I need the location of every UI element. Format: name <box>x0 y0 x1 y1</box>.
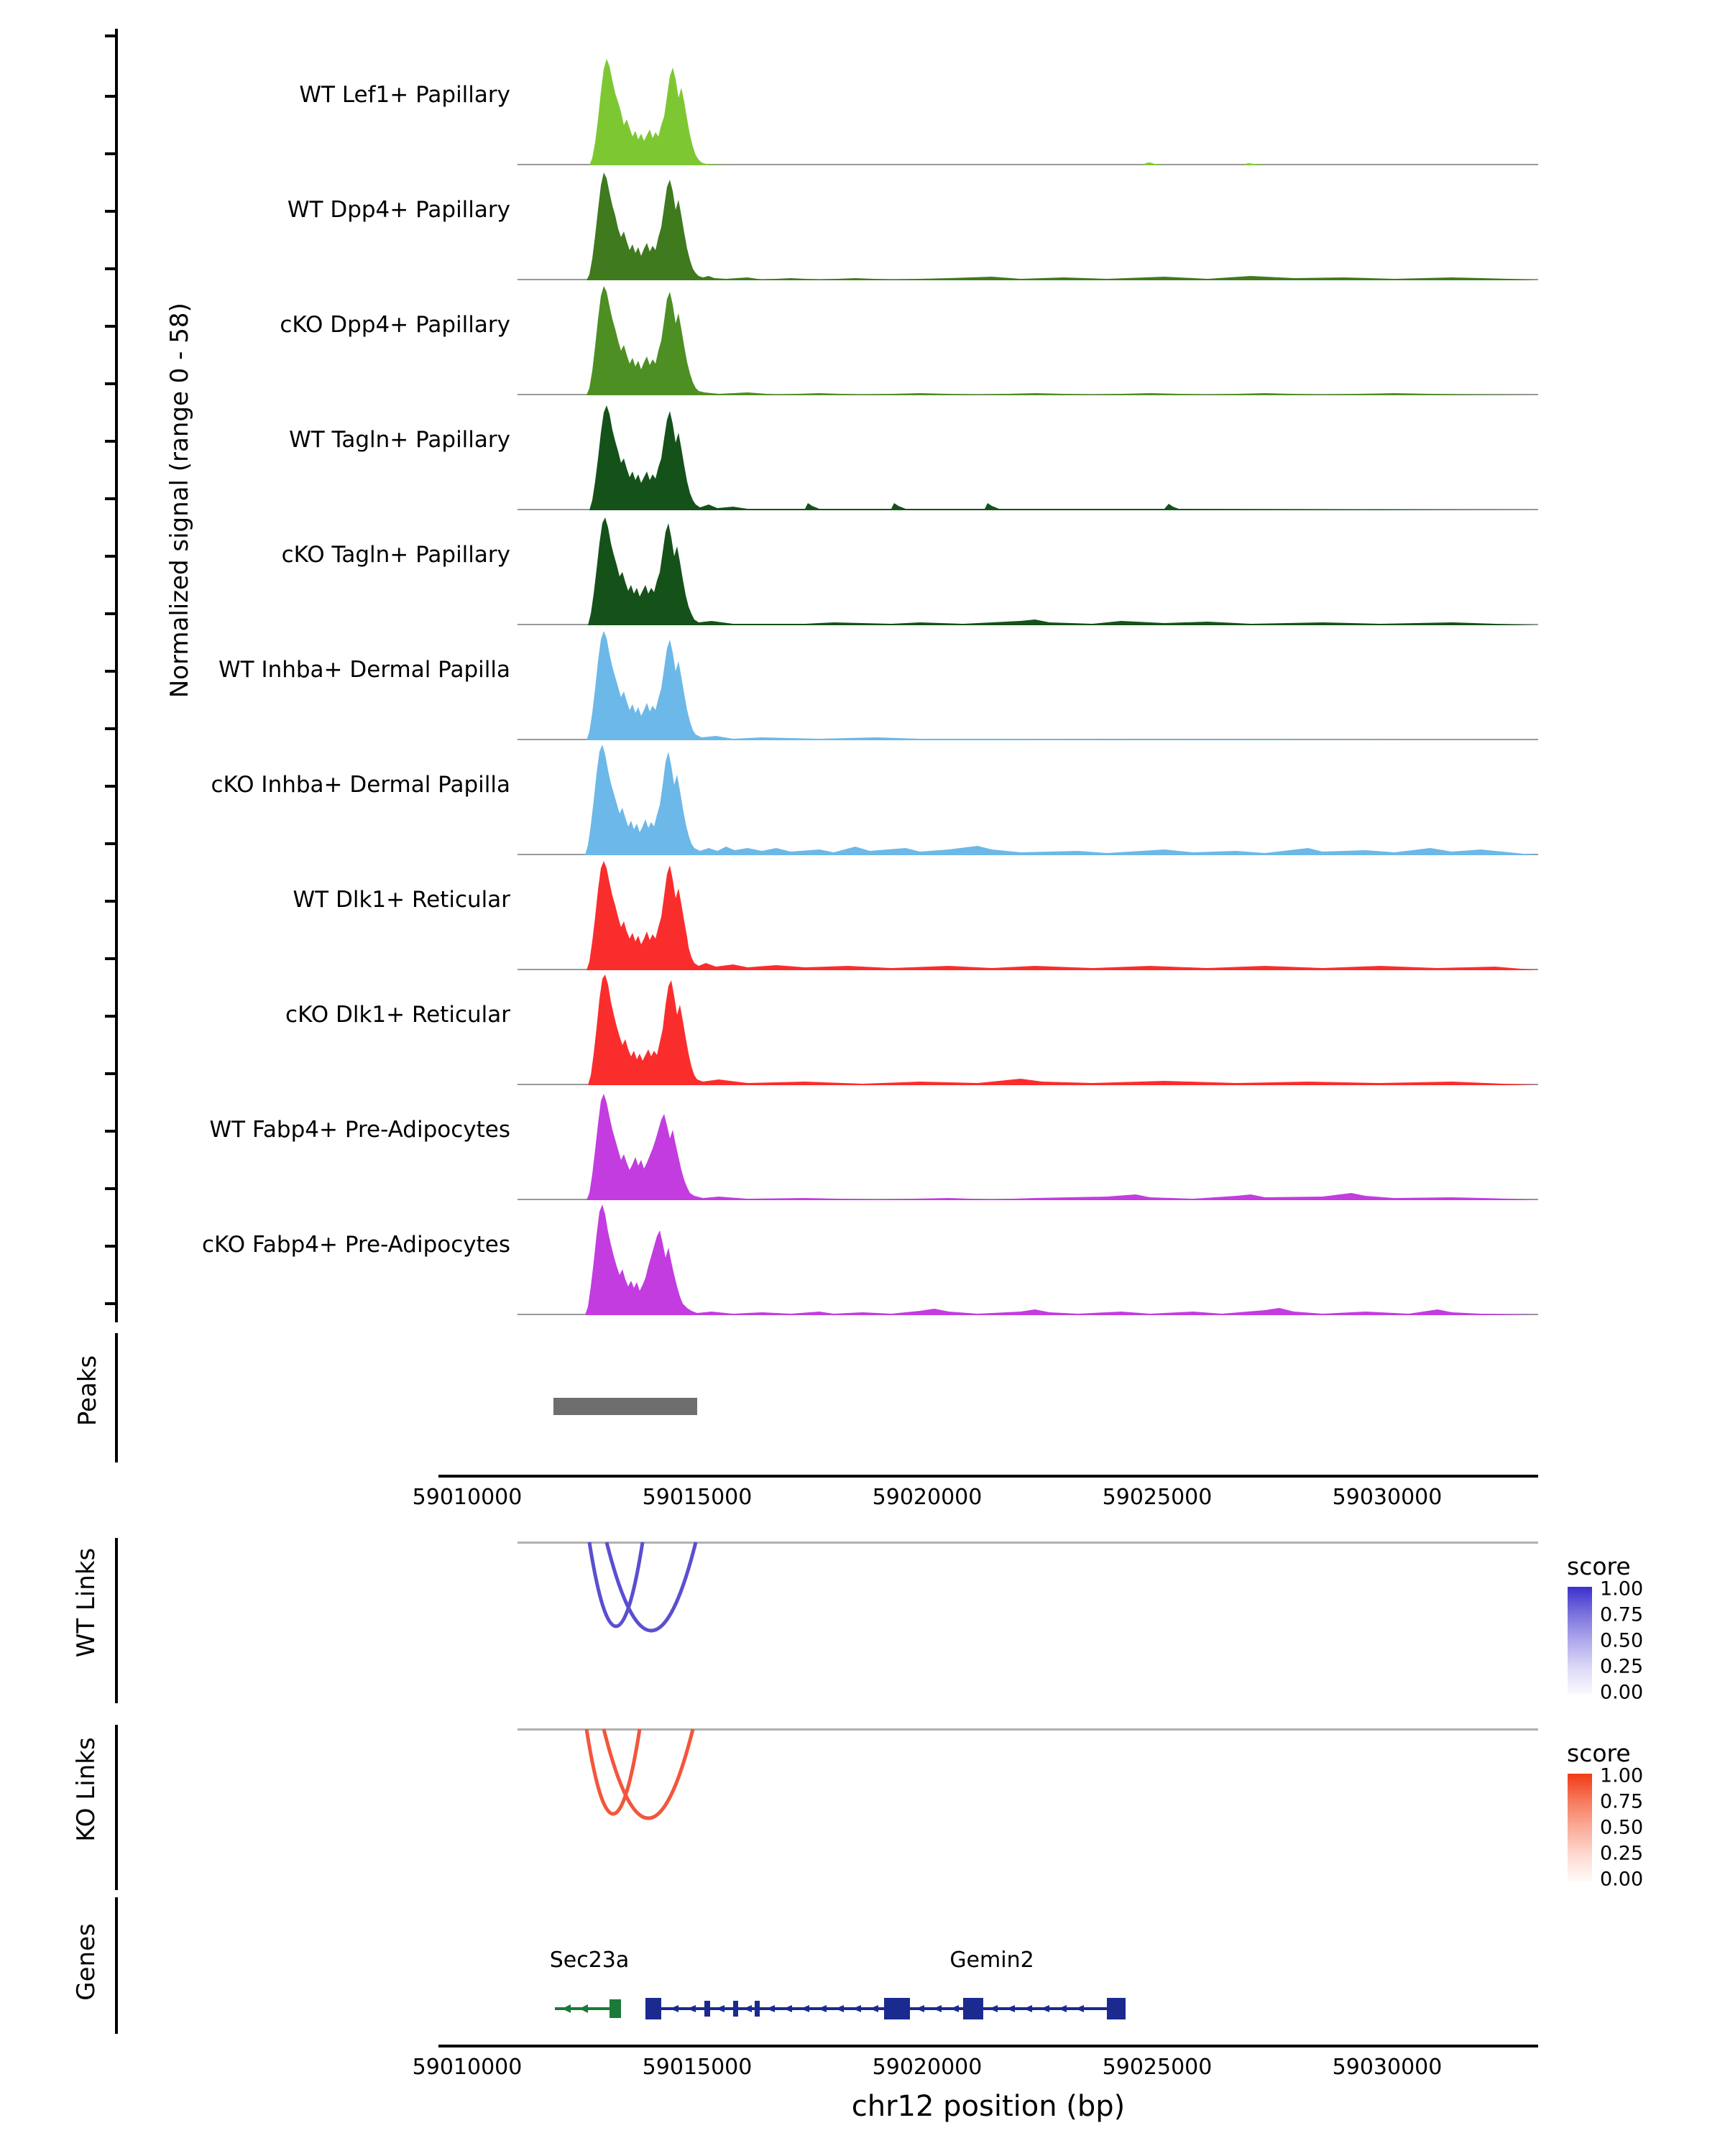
track-plot <box>518 280 1538 395</box>
axis-tick <box>105 1130 115 1133</box>
legend-tick-label: 0.75 <box>1600 1603 1644 1626</box>
axis-tick <box>105 325 115 328</box>
axis-tick <box>105 670 115 673</box>
genes-label: Genes <box>72 1923 101 2001</box>
gene-models <box>438 1984 1538 2034</box>
wt-links-axis-spine <box>115 1538 118 1703</box>
gene-label-sec23a: Sec23a <box>549 1948 630 1973</box>
coverage-tracks-panel <box>0 29 1567 1344</box>
axis-tick <box>105 95 115 98</box>
x-tick-label: 59020000 <box>872 2055 983 2080</box>
coverage-track <box>115 855 1538 970</box>
legend-tick-label: 0.00 <box>1600 1681 1644 1704</box>
track-label: WT Dlk1+ Reticular <box>293 887 510 913</box>
ko-links-label: KO Links <box>72 1737 101 1842</box>
legend-tick-label: 1.00 <box>1600 1764 1644 1787</box>
x-tick-label: 59015000 <box>642 2055 753 2080</box>
track-plot <box>518 740 1538 855</box>
gene-label-gemin2: Gemin2 <box>949 1948 1034 1973</box>
legend-tick-label: 0.50 <box>1600 1816 1644 1839</box>
track-label: WT Lef1+ Papillary <box>299 82 510 108</box>
coverage-track <box>115 1085 1538 1200</box>
ko-links-panel <box>0 1718 1644 1891</box>
legend-tick-label: 0.50 <box>1600 1629 1644 1652</box>
track-plot <box>518 395 1538 510</box>
wt-links-label: WT Links <box>72 1547 101 1658</box>
track-label: WT Fabp4+ Pre-Adipocytes <box>209 1117 510 1143</box>
track-label: cKO Dpp4+ Papillary <box>280 312 510 338</box>
wt-links-legend <box>1567 1552 1725 1704</box>
x-tick-label: 59025000 <box>1102 1485 1213 1510</box>
axis-tick <box>105 1302 115 1305</box>
track-plot <box>518 1085 1538 1200</box>
legend-title: score <box>1567 1552 1631 1580</box>
x-axis-title: chr12 position (bp) <box>851 2090 1126 2123</box>
track-plot <box>518 165 1538 280</box>
axis-tick <box>105 727 115 730</box>
axis-tick <box>105 1015 115 1018</box>
legend-tick-label: 0.75 <box>1600 1790 1644 1813</box>
legend-ticks <box>1600 1577 1686 1704</box>
track-label: WT Inhba+ Dermal Papilla <box>218 657 510 683</box>
coverage-track <box>115 625 1538 740</box>
axis-tick <box>105 497 115 500</box>
axis-tick <box>105 785 115 788</box>
y-axis-label-text: Normalized signal (range 0 - 58) <box>165 303 194 699</box>
track-label: cKO Tagln+ Papillary <box>281 542 510 568</box>
axis-tick <box>105 34 115 37</box>
axis-tick <box>105 957 115 960</box>
legend-colorbar <box>1567 1586 1593 1695</box>
coverage-track <box>115 970 1538 1085</box>
x-tick-label: 59030000 <box>1332 1485 1443 1510</box>
axis-tick <box>105 440 115 443</box>
x-tick-label: 59030000 <box>1332 2055 1443 2080</box>
track-label: cKO Inhba+ Dermal Papilla <box>211 772 510 798</box>
track-plot <box>518 50 1538 165</box>
wt-links-panel <box>0 1531 1644 1704</box>
ko-links-axis-spine <box>115 1725 118 1890</box>
track-plot <box>518 625 1538 740</box>
genes-panel <box>0 1897 1567 2123</box>
track-label: WT Tagln+ Papillary <box>289 427 510 453</box>
coverage-track <box>115 395 1538 510</box>
legend-title: score <box>1567 1739 1631 1767</box>
wt-links-plot <box>518 1531 1538 1703</box>
axis-tick <box>105 555 115 558</box>
track-plot <box>518 1200 1538 1315</box>
axis-tick <box>105 267 115 270</box>
axis-line <box>438 1475 1538 1478</box>
axis-tick <box>105 1245 115 1248</box>
track-plot <box>518 855 1538 970</box>
coverage-track <box>115 280 1538 395</box>
axis-line <box>438 2045 1538 2047</box>
coverage-track <box>115 740 1538 855</box>
legend-tick-label: 0.25 <box>1600 1842 1644 1865</box>
track-label: cKO Dlk1+ Reticular <box>285 1002 510 1028</box>
peaks-panel <box>0 1333 1567 1466</box>
legend-tick-label: 0.00 <box>1600 1868 1644 1891</box>
axis-tick <box>105 210 115 213</box>
axis-tick <box>105 1072 115 1075</box>
legend-colorbar <box>1567 1773 1593 1882</box>
x-tick-label: 59010000 <box>412 2055 523 2080</box>
track-plot <box>518 510 1538 625</box>
coverage-track <box>115 510 1538 625</box>
coverage-track <box>115 50 1538 165</box>
x-tick-label: 59010000 <box>412 1485 523 1510</box>
ko-links-plot <box>518 1718 1538 1890</box>
coverage-track <box>115 165 1538 280</box>
ko-links-legend <box>1567 1739 1725 1891</box>
axis-tick <box>105 152 115 155</box>
peaks-label: Peaks <box>73 1355 102 1427</box>
legend-tick-label: 1.00 <box>1600 1577 1644 1600</box>
x-tick-label: 59015000 <box>642 1485 753 1510</box>
coverage-track <box>115 1200 1538 1315</box>
legend-tick-label: 0.25 <box>1600 1655 1644 1678</box>
axis-tick <box>105 842 115 845</box>
genes-axis-spine <box>115 1897 118 2034</box>
track-label: cKO Fabp4+ Pre-Adipocytes <box>202 1232 510 1258</box>
axis-tick <box>105 1187 115 1190</box>
track-plot <box>518 970 1538 1085</box>
coordinate-axis-bottom <box>0 2045 1567 2095</box>
axis-tick <box>105 612 115 615</box>
peaks-axis-spine <box>115 1333 118 1462</box>
axis-tick <box>105 382 115 385</box>
peak-region <box>553 1398 697 1415</box>
x-tick-label: 59020000 <box>872 1485 983 1510</box>
coordinate-axis-top <box>0 1475 1567 1525</box>
track-label: WT Dpp4+ Papillary <box>287 197 510 223</box>
x-tick-label: 59025000 <box>1102 2055 1213 2080</box>
axis-tick <box>105 900 115 903</box>
legend-ticks <box>1600 1764 1686 1891</box>
